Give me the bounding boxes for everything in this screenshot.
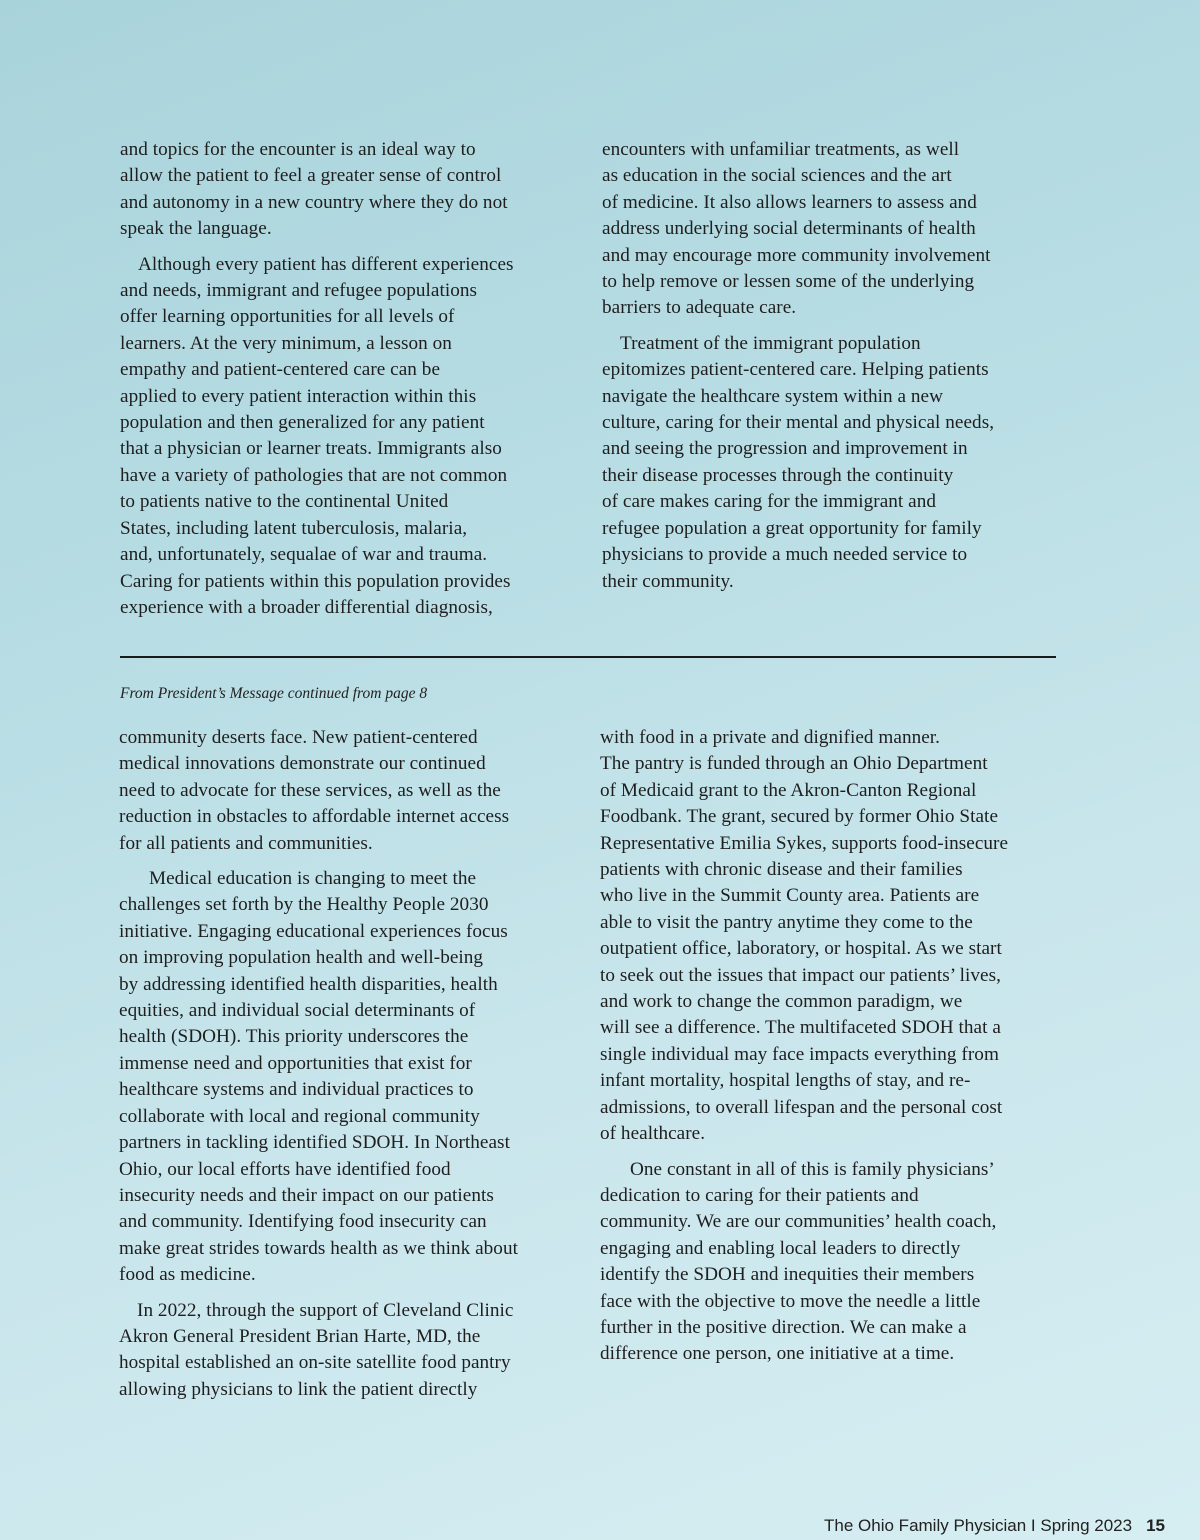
continued-note: From President’s Message continued from page 8 — [120, 685, 428, 702]
publication-name: The Ohio Family Physician I Spring 2023 — [824, 1516, 1133, 1535]
top-right-column — [602, 137, 1072, 604]
top-left-column — [120, 137, 590, 630]
paragraph: with food in a private and dignified manner. The pantry is funded through an Ohio Department of Medicaid grant to the Akron-Canton Regional Foodbank. The grant, secured by former Ohio State Representative Emilia Sykes, supports food-insecure patients with chronic disease and their families who live in the Summit County area. Patients are able to visit the pantry anytime they come to the outpatient office, laboratory, or hospital. As we start to seek out the issues that impact our patients’ lives, and work to change the common paradigm, we will see a difference. The multifaceted SDOH that a single individual may face impacts everything from infant mortality, hospital lengths of stay, and re- admissions, to overall lifespan and the personal cost of healthcare. — [600, 727, 1009, 1145]
section-divider — [120, 656, 1056, 658]
paragraph: encounters with unfamiliar treatments, as well as education in the social sciences and the art of medicine. It also allows learners to assess and address underlying social determinants of health and may encourage more community involvement to help remove or lessen some of the underlying barriers to adequate care. — [602, 139, 991, 319]
page-footer — [824, 1516, 1165, 1536]
paragraph: In 2022, through the support of Cleveland Clinic Akron General President Brian Harte, MD, the hospital established an on-site satellite food pantry allowing physicians to link the patient directly — [119, 1299, 514, 1400]
paragraph: Although every patient has different experiences and needs, immigrant and refugee populations offer learning opportunities for all levels of learners. At the very minimum, a lesson on empathy and patient-centered care can be applied to every patient interaction within this population and then generalized for any patient that a physician or learner treats. Immigrants also have a variety of pathologies that are not common to patients native to the continental United States, including latent tuberculosis, malaria, and, unfortunately, sequalae of war and trauma. Caring for patients within this population provides experience with a broader differential diagnosis, — [120, 253, 514, 618]
bottom-right-column — [600, 725, 1070, 1377]
paragraph: Medical education is changing to meet the challenges set forth by the Healthy People 2030 initiative. Engaging educational experiences focus on improving population health and well-being by addressing identified health disparities, health equities, and individual social determinants of health (SDOH). This priority underscores the immense need and opportunities that exist for healthcare systems and individual practices to collaborate with local and regional community partners in tackling identified SDOH. In Northeast Ohio, our local efforts have identified food insecurity needs and their impact on our patients and community. Identifying food insecurity can make great strides towards health as we think about food as medicine. — [119, 868, 518, 1286]
page-number: 15 — [1146, 1516, 1165, 1535]
paragraph: and topics for the encounter is an ideal way to allow the patient to feel a greater sense of control and autonomy in a new country where they do not speak the language. — [120, 139, 508, 240]
paragraph: community deserts face. New patient-centered medical innovations demonstrate our continued need to advocate for these services, as well as the reduction in obstacles to affordable internet access for all patients and communities. — [119, 727, 510, 854]
paragraph: One constant in all of this is family physicians’ dedication to caring for their patients and community. We are our communities’ health coach, engaging and enabling local leaders to directly identify the SDOH and inequities their members face with the objective to move the needle a little further in the positive direction. We can make a difference one person, one initiative at a time. — [600, 1158, 997, 1365]
paragraph: Treatment of the immigrant population epitomizes patient-centered care. Helping patients navigate the healthcare system within a new culture, caring for their mental and physical needs, and seeing the progression and improvement in their disease processes through the continuity of care makes caring for the immigrant and refugee population a great opportunity for family physicians to provide a much needed service to their community. — [602, 332, 995, 592]
bottom-left-column — [119, 725, 589, 1412]
